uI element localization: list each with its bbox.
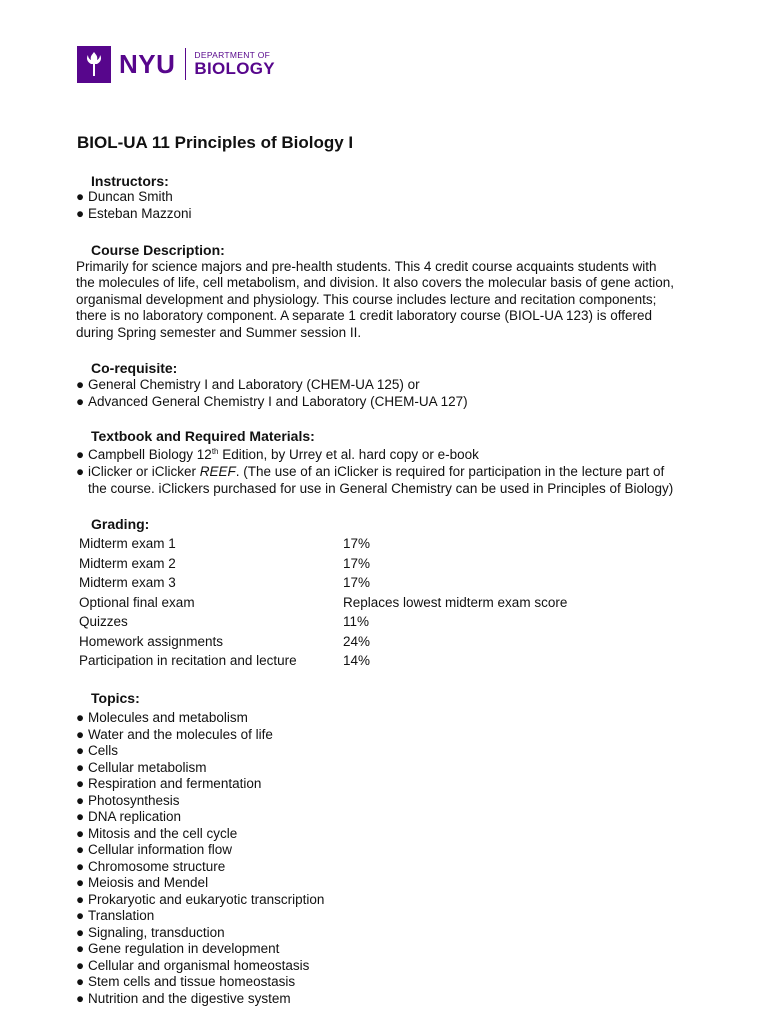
bullet: ● (76, 710, 85, 725)
list-item: ● Duncan Smith (76, 189, 173, 204)
topic-label: Stem cells and tissue homeostasis (88, 974, 296, 989)
corequisite-heading: Co-requisite: (91, 360, 178, 376)
table-row (77, 573, 567, 593)
list-item (76, 743, 324, 760)
bullet: ● (76, 908, 85, 923)
nyu-wordmark: NYU (119, 48, 176, 79)
grading-item: Midterm exam 1 (79, 536, 176, 551)
topic-label: Gene regulation in development (88, 941, 280, 956)
bullet: ● (76, 743, 85, 758)
topic-label: Molecules and metabolism (88, 710, 248, 725)
bullet: ● (76, 924, 85, 940)
grading-weight: 14% (343, 653, 371, 668)
topics-heading: Topics: (91, 690, 140, 706)
topics-list (76, 710, 324, 1007)
list-item (76, 974, 324, 991)
instructors-heading: Instructors: (91, 173, 169, 189)
bullet: ● (76, 205, 85, 221)
grading-heading: Grading: (91, 516, 150, 532)
table-row (77, 632, 567, 652)
grading-weight: 17% (343, 555, 371, 571)
bullet: ● (76, 393, 85, 409)
description-line: the molecules of life, cell metabolism, and division. It also covers the molecular basis of gene action, (76, 275, 675, 291)
bullet: ● (76, 189, 85, 204)
list-item (76, 710, 324, 727)
topic-label: Translation (88, 908, 155, 923)
grading-table (77, 534, 567, 671)
list-item: ● iClicker or iClicker REEF. (The use of an iClicker is required for participation in the lecture part of (76, 464, 665, 479)
topic-label: Cellular and organismal homeostasis (88, 957, 310, 973)
list-item (76, 776, 324, 793)
table-row (77, 612, 567, 632)
bullet: ● (76, 759, 85, 775)
list-item: ● Esteban Mazzoni (76, 205, 192, 221)
grading-weight: 17% (343, 575, 371, 590)
bullet: ● (76, 990, 85, 1006)
department-of-label: DEPARTMENT OF (194, 49, 271, 60)
list-item (76, 809, 324, 826)
topic-label: Meiosis and Mendel (88, 875, 209, 890)
description-line: during Spring semester and Summer session II. (76, 324, 362, 340)
description-line: there is no laboratory component. A separate 1 credit laboratory course (BIOL-UA 123) is offered (76, 308, 653, 324)
description-line: Primarily for science majors and pre-health students. This 4 credit course acquaints students with (76, 259, 657, 274)
grading-weight: 11% (343, 614, 370, 629)
list-item (76, 958, 324, 975)
list-item (76, 892, 324, 909)
topic-label: Photosynthesis (88, 792, 180, 808)
table-row (77, 554, 567, 574)
grading-weight: Replaces lowest midterm exam score (343, 594, 568, 610)
topic-label: Respiration and fermentation (88, 776, 262, 791)
grading-weight: 17% (343, 536, 371, 551)
table-row (77, 593, 567, 613)
textbook-list (76, 446, 673, 497)
list-item (76, 826, 324, 843)
bullet: ● (76, 825, 85, 841)
topic-label: Mitosis and the cell cycle (88, 825, 238, 841)
bullet: ● (76, 809, 85, 824)
grading-item: Homework assignments (79, 633, 224, 649)
bullet: ● (76, 464, 85, 479)
torch-icon (77, 46, 111, 83)
grading-item: Midterm exam 2 (79, 555, 176, 571)
course-description (76, 259, 696, 341)
list-item (76, 793, 324, 810)
logo-divider (185, 48, 186, 80)
list-item (76, 991, 324, 1008)
list-item (76, 875, 324, 892)
table-row (77, 534, 567, 554)
topic-label: Cells (88, 743, 119, 758)
bullet: ● (76, 726, 85, 742)
topic-label: Prokaryotic and eukaryotic transcription (88, 891, 325, 907)
list-item: ● Campbell Biology 12th Edition, by Urrey et al. hard copy or e-book (76, 447, 479, 462)
list-item: ● Advanced General Chemistry I and Laboratory (CHEM-UA 127) (76, 393, 468, 409)
topic-label: Cellular information flow (88, 842, 233, 857)
description-line: organismal development and physiology. This course includes lecture and recitation components; (76, 291, 657, 307)
nyu-biology-logo (77, 45, 275, 83)
grading-item: Participation in recitation and lecture (79, 653, 297, 668)
topic-label: Water and the molecules of life (88, 726, 273, 742)
bullet: ● (76, 776, 85, 791)
topic-label: Chromosome structure (88, 858, 226, 874)
bullet: ● (76, 858, 85, 874)
list-item (76, 941, 324, 958)
description-heading: Course Description: (91, 242, 225, 258)
bullet: ● (76, 941, 85, 956)
course-title: BIOL-UA 11 Principles of Biology I (77, 133, 354, 152)
table-row (77, 651, 567, 671)
grading-weight: 24% (343, 633, 371, 649)
topic-label: Cellular metabolism (88, 759, 207, 775)
bullet: ● (76, 891, 85, 907)
textbook-heading: Textbook and Required Materials: (91, 428, 315, 444)
list-item (76, 842, 324, 859)
bullet: ● (76, 974, 85, 989)
bullet: ● (76, 377, 85, 392)
list-item: ● General Chemistry I and Laboratory (CHEM-UA 125) or (76, 377, 420, 392)
list-item (76, 859, 324, 876)
department-name (194, 51, 275, 78)
bullet: ● (76, 875, 85, 890)
corequisite-list (76, 377, 468, 410)
list-item-continuation: the course. iClickers purchased for use in General Chemistry can be used in Principles of Biology) (88, 481, 674, 496)
bullet: ● (76, 842, 85, 857)
topic-label: Signaling, transduction (88, 924, 225, 940)
bullet: ● (76, 957, 85, 973)
topic-label: DNA replication (88, 809, 182, 824)
list-item (76, 908, 324, 925)
list-item (76, 760, 324, 777)
list-item (76, 727, 324, 744)
bullet: ● (76, 792, 85, 808)
grading-item: Quizzes (79, 614, 128, 629)
grading-item: Midterm exam 3 (79, 575, 176, 590)
instructors-list (76, 189, 192, 222)
bullet: ● (76, 447, 85, 462)
grading-item: Optional final exam (79, 594, 195, 610)
list-item (76, 925, 324, 942)
topic-label: Nutrition and the digestive system (88, 990, 291, 1006)
biology-label: BIOLOGY (194, 59, 275, 79)
